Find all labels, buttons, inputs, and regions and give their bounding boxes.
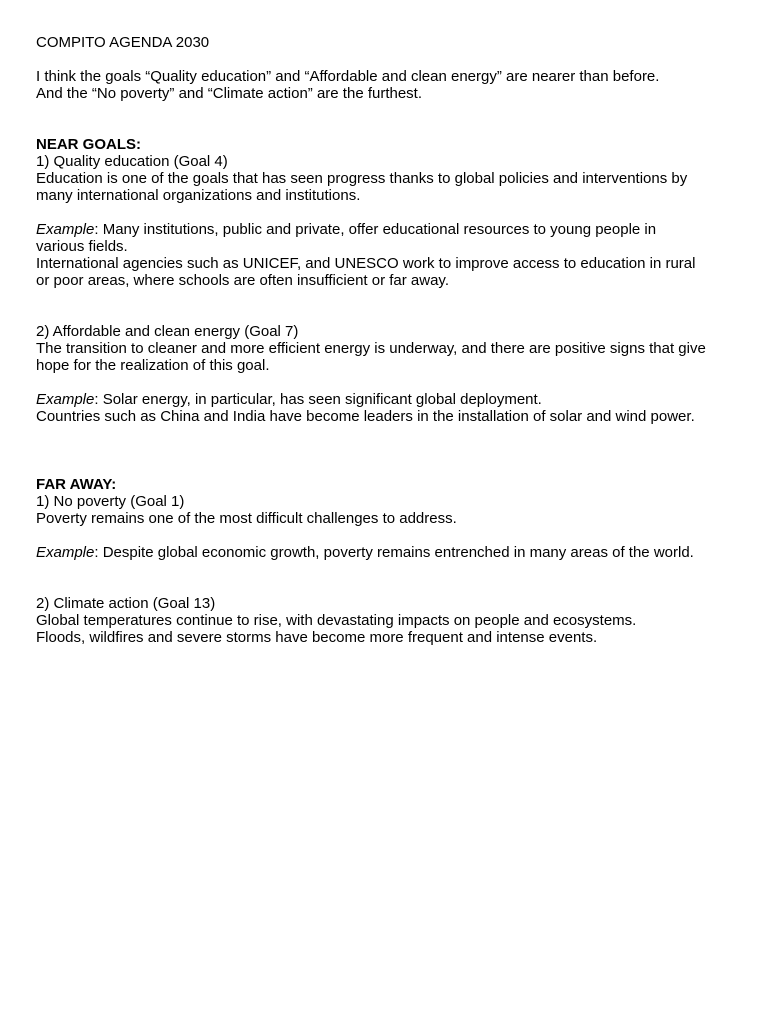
goal-description-line: Floods, wildfires and severe storms have become more frequent and intense events. (36, 629, 598, 646)
example-line: International agencies such as UNICEF, and UNESCO work to improve access to education in rural (36, 255, 696, 272)
example-line (36, 544, 748, 561)
document-page (36, 34, 748, 646)
near-goals-heading: NEAR GOALS: (36, 136, 141, 153)
example-label: Example (36, 544, 95, 561)
goal-title: 2) Affordable and clean energy (Goal 7) (36, 323, 299, 340)
goal-climate-action (36, 595, 748, 646)
goal-title: 1) Quality education (Goal 4) (36, 153, 228, 170)
example-line: Countries such as China and India have become leaders in the installation of solar and wind power. (36, 408, 695, 425)
intro-paragraph (36, 68, 748, 102)
spacer (36, 289, 748, 323)
far-away-section (36, 476, 748, 646)
intro-line: I think the goals “Quality education” and “Affordable and clean energy” are nearer than before. (36, 68, 660, 85)
spacer (36, 51, 748, 68)
spacer (36, 374, 748, 391)
intro-line: And the “No poverty” and “Climate action” are the furthest. (36, 85, 423, 102)
goal-description-line: The transition to cleaner and more efficient energy is underway, and there are positive signs that give (36, 340, 706, 357)
example-line (36, 391, 748, 408)
goal-description-line: Education is one of the goals that has seen progress thanks to global policies and interventions by (36, 170, 688, 187)
goal-description-line: hope for the realization of this goal. (36, 357, 270, 374)
goal-description-line: many international organizations and institutions. (36, 187, 361, 204)
far-away-heading: FAR AWAY: (36, 476, 117, 493)
spacer (36, 561, 748, 595)
goal-description-line: Global temperatures continue to rise, with devastating impacts on people and ecosystems. (36, 612, 637, 629)
goal-description-line: Poverty remains one of the most difficult challenges to address. (36, 510, 457, 527)
spacer (36, 102, 748, 136)
goal-clean-energy (36, 323, 748, 425)
example-label: Example (36, 391, 95, 408)
spacer (36, 425, 748, 476)
example-line: or poor areas, where schools are often insufficient or far away. (36, 272, 449, 289)
document-title: COMPITO AGENDA 2030 (36, 34, 210, 51)
example-text: : Solar energy, in particular, has seen significant global deployment. (94, 391, 542, 408)
spacer (36, 204, 748, 221)
goal-no-poverty (36, 493, 748, 561)
near-goals-section (36, 136, 748, 425)
example-label: Example (36, 221, 95, 238)
goal-quality-education (36, 153, 748, 289)
example-text: : Despite global economic growth, poverty remains entrenched in many areas of the world. (94, 544, 694, 561)
spacer (36, 527, 748, 544)
goal-title: 2) Climate action (Goal 13) (36, 595, 216, 612)
goal-title: 1) No poverty (Goal 1) (36, 493, 185, 510)
example-text: : Many institutions, public and private, offer educational resources to young people in (94, 221, 657, 238)
example-line: various fields. (36, 238, 128, 255)
example-line (36, 221, 748, 238)
